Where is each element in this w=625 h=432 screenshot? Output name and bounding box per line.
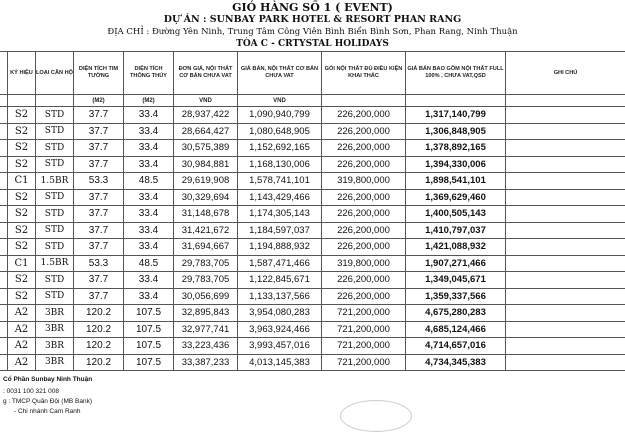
- row-package-cell: 226,200,000: [322, 288, 406, 305]
- header-cell-index: [0, 52, 8, 95]
- row-gross-area-cell: 37.7: [74, 222, 124, 239]
- row-type-cell: 3BR: [36, 338, 74, 355]
- table-row: [0, 239, 625, 256]
- header-cell-total: GIÁ BÁN BAO GỒM NỘI THẤT FULL 100% , CHƯA VAT,QSD: [406, 52, 506, 95]
- row-net-area-cell: 107.5: [124, 338, 174, 355]
- row-total-cell: 4,675,280,283: [406, 305, 506, 322]
- row-unit-price-cell: 29,783,705: [174, 255, 238, 272]
- row-total-cell: 1,349,045,671: [406, 272, 506, 289]
- row-sign-cell: A2: [8, 338, 36, 355]
- row-note-cell: [506, 189, 625, 206]
- table-row: [0, 321, 625, 338]
- header-cell-note: GHI CHÚ: [506, 52, 625, 95]
- row-type-cell: STD: [36, 222, 74, 239]
- row-package-cell: 721,200,000: [322, 305, 406, 322]
- row-gross-price-cell: 1,133,137,566: [238, 288, 322, 305]
- row-index-cell: [0, 156, 8, 173]
- row-total-cell: 4,685,124,466: [406, 321, 506, 338]
- row-net-area-cell: 107.5: [124, 321, 174, 338]
- row-package-cell: 721,200,000: [322, 338, 406, 355]
- table-row: [0, 156, 625, 173]
- row-sign-cell: S2: [8, 107, 36, 124]
- row-index-cell: [0, 140, 8, 157]
- row-type-cell: STD: [36, 206, 74, 223]
- table-row: [0, 338, 625, 355]
- row-note-cell: [506, 173, 625, 190]
- header-row: [0, 52, 625, 95]
- units-cell-gross-area: (M2): [74, 95, 124, 107]
- row-gross-area-cell: 37.7: [74, 123, 124, 140]
- row-unit-price-cell: 28,937,422: [174, 107, 238, 124]
- row-unit-price-cell: 32,977,741: [174, 321, 238, 338]
- row-sign-cell: S2: [8, 206, 36, 223]
- row-gross-price-cell: 1,080,648,905: [238, 123, 322, 140]
- row-gross-area-cell: 53.3: [74, 173, 124, 190]
- row-total-cell: 1,907,271,466: [406, 255, 506, 272]
- project-name: DỰ ÁN : SUNBAY PARK HOTEL & RESORT PHAN RANG: [0, 14, 625, 25]
- project-address: ĐỊA CHỈ : Đường Yên Ninh, Trung Tâm Công Viên Bình Biển Bình Sơn, Phan Rang, Ninh Thuận: [0, 27, 625, 37]
- units-cell-unit-price: VND: [174, 95, 238, 107]
- row-package-cell: 226,200,000: [322, 140, 406, 157]
- header-cell-gross-area: DIỆN TÍCH TIM TƯỜNG: [74, 52, 124, 95]
- row-gross-price-cell: 1,194,888,932: [238, 239, 322, 256]
- row-sign-cell: S2: [8, 288, 36, 305]
- row-gross-area-cell: 120.2: [74, 338, 124, 355]
- table-row: [0, 272, 625, 289]
- row-gross-price-cell: 1,578,741,101: [238, 173, 322, 190]
- stamp-mark: [340, 400, 412, 432]
- row-package-cell: 226,200,000: [322, 156, 406, 173]
- row-type-cell: 3BR: [36, 321, 74, 338]
- units-cell: [8, 95, 36, 107]
- table-row: [0, 305, 625, 322]
- row-gross-price-cell: 4,013,145,383: [238, 354, 322, 371]
- row-total-cell: 1,394,330,006: [406, 156, 506, 173]
- row-unit-price-cell: 31,421,672: [174, 222, 238, 239]
- table-row: [0, 255, 625, 272]
- units-cell: [322, 95, 406, 107]
- row-net-area-cell: 33.4: [124, 288, 174, 305]
- row-package-cell: 721,200,000: [322, 354, 406, 371]
- row-package-cell: 319,800,000: [322, 173, 406, 190]
- table-body: [0, 107, 625, 371]
- row-gross-price-cell: 3,954,080,283: [238, 305, 322, 322]
- row-index-cell: [0, 321, 8, 338]
- price-table: [0, 51, 625, 371]
- row-sign-cell: S2: [8, 140, 36, 157]
- row-sign-cell: A2: [8, 321, 36, 338]
- row-type-cell: STD: [36, 140, 74, 157]
- row-net-area-cell: 33.4: [124, 140, 174, 157]
- row-gross-price-cell: 1,143,429,466: [238, 189, 322, 206]
- units-cell-net-area: (M2): [124, 95, 174, 107]
- units-cell: [506, 95, 625, 107]
- row-net-area-cell: 33.4: [124, 272, 174, 289]
- row-gross-area-cell: 37.7: [74, 107, 124, 124]
- row-gross-area-cell: 37.7: [74, 272, 124, 289]
- row-type-cell: STD: [36, 107, 74, 124]
- row-net-area-cell: 33.4: [124, 239, 174, 256]
- row-type-cell: 3BR: [36, 354, 74, 371]
- row-net-area-cell: 33.4: [124, 107, 174, 124]
- row-gross-price-cell: 1,184,597,037: [238, 222, 322, 239]
- row-gross-price-cell: 1,152,692,165: [238, 140, 322, 157]
- row-unit-price-cell: 29,783,705: [174, 272, 238, 289]
- table-row: [0, 222, 625, 239]
- row-note-cell: [506, 123, 625, 140]
- row-type-cell: 1.5BR: [36, 255, 74, 272]
- row-gross-area-cell: 37.7: [74, 206, 124, 223]
- row-index-cell: [0, 107, 8, 124]
- row-note-cell: [506, 288, 625, 305]
- row-total-cell: 1,369,629,460: [406, 189, 506, 206]
- row-note-cell: [506, 272, 625, 289]
- units-cell-gross-price: VND: [238, 95, 322, 107]
- row-net-area-cell: 33.4: [124, 189, 174, 206]
- row-index-cell: [0, 222, 8, 239]
- table-row: [0, 123, 625, 140]
- row-net-area-cell: 48.5: [124, 173, 174, 190]
- row-sign-cell: S2: [8, 123, 36, 140]
- row-note-cell: [506, 305, 625, 322]
- row-package-cell: 226,200,000: [322, 239, 406, 256]
- row-sign-cell: C1: [8, 173, 36, 190]
- row-gross-price-cell: 1,587,471,466: [238, 255, 322, 272]
- row-total-cell: 4,734,345,383: [406, 354, 506, 371]
- row-total-cell: 1,400,505,143: [406, 206, 506, 223]
- row-package-cell: 226,200,000: [322, 107, 406, 124]
- row-net-area-cell: 33.4: [124, 222, 174, 239]
- row-index-cell: [0, 173, 8, 190]
- row-note-cell: [506, 140, 625, 157]
- row-type-cell: STD: [36, 123, 74, 140]
- row-type-cell: STD: [36, 288, 74, 305]
- row-note-cell: [506, 338, 625, 355]
- row-net-area-cell: 33.4: [124, 123, 174, 140]
- row-unit-price-cell: 30,984,881: [174, 156, 238, 173]
- row-sign-cell: S2: [8, 156, 36, 173]
- table-row: [0, 354, 625, 371]
- header-cell-gross-price: GIÁ BÁN, NỘI THẤT CƠ BẢN CHƯA VAT: [238, 52, 322, 95]
- document-header: [0, 0, 625, 52]
- row-unit-price-cell: 31,694,667: [174, 239, 238, 256]
- row-total-cell: 1,378,892,165: [406, 140, 506, 157]
- row-total-cell: 1,421,088,932: [406, 239, 506, 256]
- row-sign-cell: S2: [8, 222, 36, 239]
- row-gross-area-cell: 120.2: [74, 321, 124, 338]
- row-net-area-cell: 33.4: [124, 206, 174, 223]
- row-index-cell: [0, 305, 8, 322]
- units-cell: [0, 95, 8, 107]
- row-type-cell: STD: [36, 189, 74, 206]
- row-gross-price-cell: 1,090,940,799: [238, 107, 322, 124]
- footer-bank: g : TMCP Quân Đội (MB Bank): [3, 398, 92, 405]
- row-sign-cell: A2: [8, 354, 36, 371]
- row-package-cell: 319,800,000: [322, 255, 406, 272]
- row-gross-price-cell: 3,993,457,016: [238, 338, 322, 355]
- tower-name: TÒA C - CRTYSTAL HOLIDAYS: [0, 39, 625, 49]
- row-unit-price-cell: 32,895,843: [174, 305, 238, 322]
- row-unit-price-cell: 30,056,699: [174, 288, 238, 305]
- row-total-cell: 1,306,848,905: [406, 123, 506, 140]
- document-title: GIỎ HÀNG SỐ 1 ( EVENT): [0, 1, 625, 14]
- footer-account-number: : 0031 100 321 008: [3, 388, 59, 395]
- table-row: [0, 173, 625, 190]
- row-total-cell: 1,898,541,101: [406, 173, 506, 190]
- row-note-cell: [506, 239, 625, 256]
- header-cell-unit-price: ĐƠN GIÁ, NỘI THẤT CƠ BẢN CHƯA VAT: [174, 52, 238, 95]
- row-index-cell: [0, 255, 8, 272]
- row-gross-area-cell: 37.7: [74, 140, 124, 157]
- row-package-cell: 226,200,000: [322, 272, 406, 289]
- footer-company: Cổ Phần Sunbay Ninh Thuận: [3, 376, 92, 383]
- row-sign-cell: A2: [8, 305, 36, 322]
- row-package-cell: 226,200,000: [322, 206, 406, 223]
- row-unit-price-cell: 33,223,436: [174, 338, 238, 355]
- row-type-cell: STD: [36, 156, 74, 173]
- row-gross-area-cell: 37.7: [74, 189, 124, 206]
- row-unit-price-cell: 28,664,427: [174, 123, 238, 140]
- row-index-cell: [0, 206, 8, 223]
- row-unit-price-cell: 29,619,908: [174, 173, 238, 190]
- row-net-area-cell: 33.4: [124, 156, 174, 173]
- units-cell: [36, 95, 74, 107]
- header-cell-package: GÓI NỘI THẤT ĐỦ ĐIỀU KIỆN KHAI THÁC: [322, 52, 406, 95]
- row-total-cell: 1,410,797,037: [406, 222, 506, 239]
- row-note-cell: [506, 156, 625, 173]
- units-cell: [406, 95, 506, 107]
- row-note-cell: [506, 321, 625, 338]
- header-cell-net-area: DIỆN TÍCH THÔNG THỦY: [124, 52, 174, 95]
- row-index-cell: [0, 189, 8, 206]
- row-note-cell: [506, 354, 625, 371]
- row-note-cell: [506, 255, 625, 272]
- row-unit-price-cell: 30,575,389: [174, 140, 238, 157]
- units-row: [0, 95, 625, 107]
- row-note-cell: [506, 107, 625, 124]
- row-unit-price-cell: 33,387,233: [174, 354, 238, 371]
- row-net-area-cell: 107.5: [124, 354, 174, 371]
- row-index-cell: [0, 354, 8, 371]
- row-index-cell: [0, 239, 8, 256]
- row-index-cell: [0, 338, 8, 355]
- row-note-cell: [506, 222, 625, 239]
- row-package-cell: 226,200,000: [322, 189, 406, 206]
- table-row: [0, 107, 625, 124]
- header-cell-sign: KÝ HIỆU: [8, 52, 36, 95]
- row-gross-price-cell: 1,122,845,671: [238, 272, 322, 289]
- row-gross-area-cell: 120.2: [74, 305, 124, 322]
- document-footer: [0, 375, 625, 420]
- row-sign-cell: S2: [8, 189, 36, 206]
- table-row: [0, 189, 625, 206]
- row-sign-cell: C1: [8, 255, 36, 272]
- row-gross-area-cell: 53.3: [74, 255, 124, 272]
- header-cell-type: LOẠI CĂN HỘ: [36, 52, 74, 95]
- row-index-cell: [0, 123, 8, 140]
- row-sign-cell: S2: [8, 272, 36, 289]
- row-unit-price-cell: 31,148,678: [174, 206, 238, 223]
- row-total-cell: 1,359,337,566: [406, 288, 506, 305]
- row-package-cell: 226,200,000: [322, 222, 406, 239]
- table-row: [0, 140, 625, 157]
- table-row: [0, 288, 625, 305]
- row-total-cell: 1,317,140,799: [406, 107, 506, 124]
- row-gross-price-cell: 1,168,130,006: [238, 156, 322, 173]
- row-net-area-cell: 48.5: [124, 255, 174, 272]
- row-gross-price-cell: 1,174,305,143: [238, 206, 322, 223]
- row-total-cell: 4,714,657,016: [406, 338, 506, 355]
- row-type-cell: STD: [36, 272, 74, 289]
- row-package-cell: 721,200,000: [322, 321, 406, 338]
- row-gross-area-cell: 37.7: [74, 239, 124, 256]
- row-index-cell: [0, 288, 8, 305]
- row-gross-area-cell: 120.2: [74, 354, 124, 371]
- row-type-cell: 3BR: [36, 305, 74, 322]
- row-gross-price-cell: 3,963,924,466: [238, 321, 322, 338]
- footer-branch: - Chi nhánh Cam Ranh: [14, 408, 80, 415]
- row-type-cell: STD: [36, 239, 74, 256]
- row-package-cell: 226,200,000: [322, 123, 406, 140]
- row-type-cell: 1.5BR: [36, 173, 74, 190]
- row-sign-cell: S2: [8, 239, 36, 256]
- table-row: [0, 206, 625, 223]
- row-gross-area-cell: 37.7: [74, 288, 124, 305]
- row-gross-area-cell: 37.7: [74, 156, 124, 173]
- row-index-cell: [0, 272, 8, 289]
- row-unit-price-cell: 30,329,694: [174, 189, 238, 206]
- row-net-area-cell: 107.5: [124, 305, 174, 322]
- row-note-cell: [506, 206, 625, 223]
